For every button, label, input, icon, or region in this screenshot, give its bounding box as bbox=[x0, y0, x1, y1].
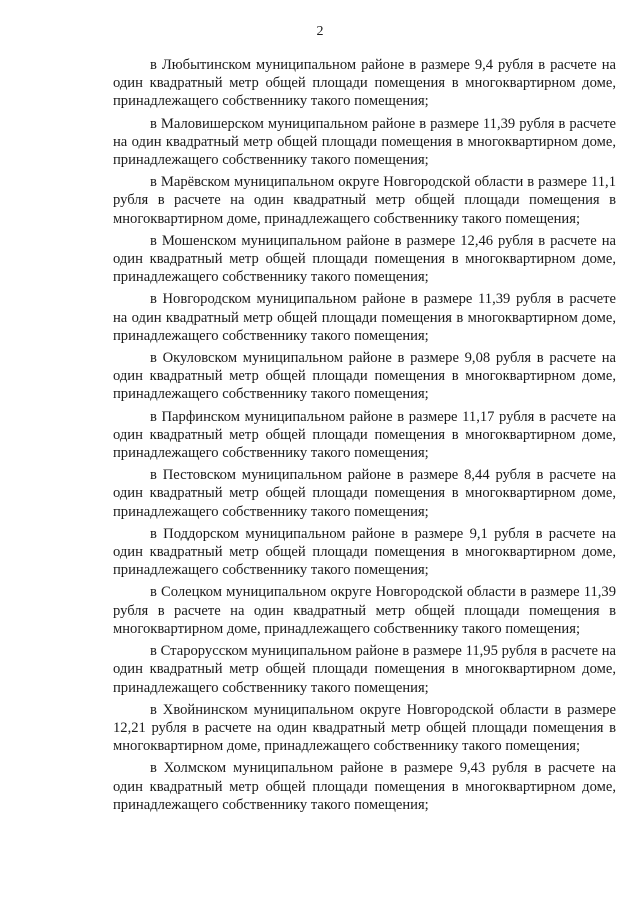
document-body bbox=[113, 56, 616, 818]
paragraph-soltsy: в Солецком муниципальном округе Новгородской области в размере 11,39 рубля в расчете на один квадратный метр общей площади помещения в многоквартирном доме, принадлежащего собственнику такого помещения; bbox=[113, 584, 616, 637]
paragraph-malaya-vishera: в Маловишерском муниципальном районе в размере 11,39 рубля в расчете на один квадратный метр общей площади помещения в многоквартирном доме, принадлежащего собственнику такого помещения; bbox=[113, 115, 616, 169]
paragraph-staraya-russa: в Старорусском муниципальном районе в размере 11,95 рубля в расчете на один квадратный метр общей площади помещения в многоквартирном доме, принадлежащего собственнику такого помещения; bbox=[113, 643, 616, 696]
paragraph-lyubytino: в Любытинском муниципальном районе в размере 9,4 рубля в расчете на один квадратный метр общей площади помещения в многоквартирном доме, принадлежащего собственнику такого помещения; bbox=[113, 57, 616, 110]
paragraph-marevo: в Марёвском муниципальном округе Новгородской области в размере 11,1 рубля в расчете на один квадратный метр общей площади помещения в многоквартирном доме, принадлежащего собственнику такого помещения; bbox=[113, 174, 616, 227]
paragraph-pestovo: в Пестовском муниципальном районе в размере 8,44 рубля в расчете на один квадратный метр общей площади помещения в многоквартирном доме, принадлежащего собственнику такого помещения; bbox=[113, 467, 616, 520]
paragraph-parfino: в Парфинском муниципальном районе в размере 11,17 рубля в расчете на один квадратный метр общей площади помещения в многоквартирном доме, принадлежащего собственнику такого помещения; bbox=[113, 408, 616, 462]
paragraph-okulovka: в Окуловском муниципальном районе в размере 9,08 рубля в расчете на один квадратный метр общей площади помещения в многоквартирном доме, принадлежащего собственнику такого помещения; bbox=[113, 350, 616, 403]
paragraph-poddorye: в Поддорском муниципальном районе в размере 9,1 рубля в расчете на один квадратный метр общей площади помещения в многоквартирном доме, принадлежащего собственнику такого помещения; bbox=[113, 525, 616, 579]
paragraph-novgorodsky: в Новгородском муниципальном районе в размере 11,39 рубля в расчете на один квадратный метр общей площади помещения в многоквартирном доме, принадлежащего собственнику такого помещения; bbox=[113, 291, 616, 344]
paragraph-kholm: в Холмском муниципальном районе в размере 9,43 рубля в расчете на один квадратный метр общей площади помещения в многоквартирном доме, принадлежащего собственнику такого помещения; bbox=[113, 760, 616, 813]
paragraph-khvoynaya: в Хвойнинском муниципальном округе Новгородской области в размере 12,21 рубля в расчете на один квадратный метр общей площади помещения в многоквартирном доме, принадлежащего собственнику такого помещения; bbox=[113, 701, 616, 755]
page-number: 2 bbox=[316, 24, 324, 39]
paragraph-moshenskoye: в Мошенском муниципальном районе в размере 12,46 рубля в расчете на один квадратный метр общей площади помещения в многоквартирном доме, принадлежащего собственнику такого помещения; bbox=[113, 232, 616, 286]
